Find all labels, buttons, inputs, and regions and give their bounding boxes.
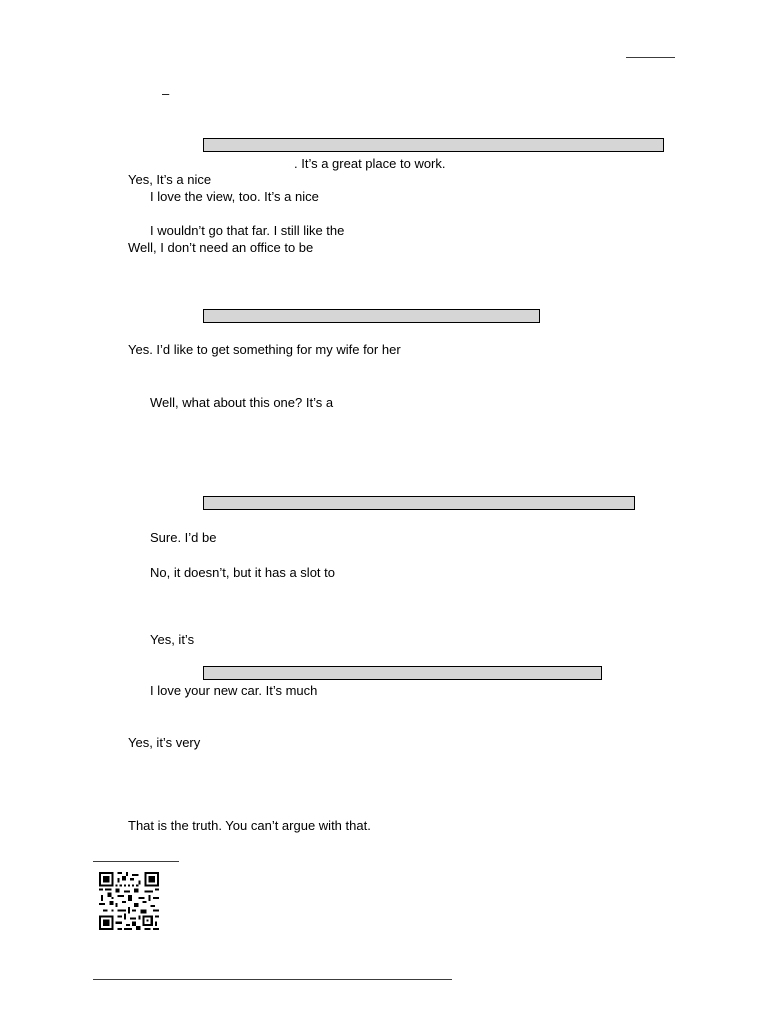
answer-blank-1[interactable] bbox=[203, 138, 664, 152]
sentence-7: Well, what about this one? It’s a bbox=[150, 395, 334, 410]
dash-marker: – bbox=[162, 86, 170, 101]
sentence-3: I love the view, too. It’s a nice bbox=[150, 189, 319, 204]
sentence-10: Yes, it’s bbox=[150, 632, 195, 647]
answer-blank-4[interactable] bbox=[203, 666, 602, 680]
sentence-1: . It’s a great place to work. bbox=[294, 156, 446, 171]
footer-link-long[interactable] bbox=[93, 979, 452, 980]
sentence-2: Yes, It’s a nice bbox=[128, 172, 212, 187]
sentence-13: That is the truth. You can’t argue with that. bbox=[128, 818, 371, 833]
sentence-11: I love your new car. It’s much bbox=[150, 683, 318, 698]
top-right-link[interactable] bbox=[626, 57, 675, 58]
qr-code-icon bbox=[99, 872, 159, 930]
answer-blank-3[interactable] bbox=[203, 496, 635, 510]
sentence-9: No, it doesn’t, but it has a slot to bbox=[150, 565, 335, 580]
sentence-4: I wouldn’t go that far. I still like the bbox=[150, 223, 345, 238]
sentence-5: Well, I don’t need an office to be bbox=[128, 240, 314, 255]
sentence-8: Sure. I’d be bbox=[150, 530, 217, 545]
sentence-12: Yes, it’s very bbox=[128, 735, 201, 750]
answer-blank-2[interactable] bbox=[203, 309, 540, 323]
sentence-6: Yes. I’d like to get something for my wife for her bbox=[128, 342, 401, 357]
footer-link-short[interactable] bbox=[93, 861, 179, 862]
